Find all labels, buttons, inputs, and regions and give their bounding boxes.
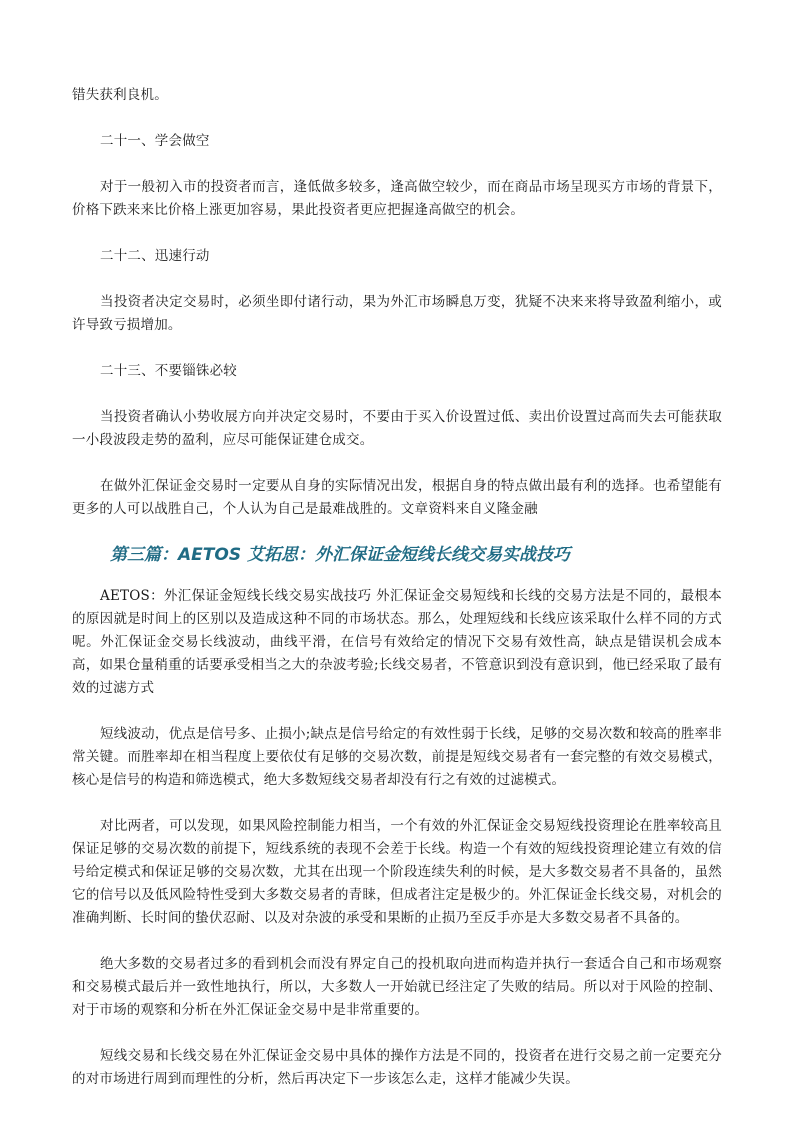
subheading-23: 二十三、不要锱铢必较	[100, 363, 237, 379]
paragraph-conclusion: 在做外汇保证金交易时一定要从自身的实际情况出发，根据自身的特点做出最有利的选择。也希望能有更多的人可以战胜自己，个人认为自己是最难战胜的。文章资料来自义隆金融	[72, 478, 722, 517]
paragraph-21-body: 对于一般初入市的投资者而言，逢低做多较多，逢高做空较少，而在商品市场呈现买方市场的背景下，价格下跌来来比价格上涨更加容易，果此投资者更应把握逢高做空的机会。	[72, 179, 722, 218]
paragraph-23-body: 当投资者确认小势收展方向并决定交易时，不要由于买入价设置过低、卖出价设置过高而失去可能获取一小段波段走势的盈利，应尽可能保证建仓成交。	[72, 409, 722, 448]
paragraph-22-body: 当投资者决定交易时，必须坐即付诸行动，果为外汇市场瞬息万变，犹疑不决来来将导致盈利缩小，或许导致亏损增加。	[72, 294, 722, 333]
paragraph-continuation: 错失获利良机。	[72, 87, 168, 103]
paragraph-final: 短线交易和长线交易在外汇保证金交易中具体的操作方法是不同的，投资者在进行交易之前一定要充分的对市场进行周到而理性的分析，然后再决定下一步该怎么走，这样才能减少失误。	[72, 1048, 722, 1087]
subheading-21: 二十一、学会做空	[100, 133, 210, 149]
paragraph-intro: AETOS：外汇保证金短线长线交易实战技巧 外汇保证金交易短线和长线的交易方法是不同的，最根本的原因就是时间上的区别以及造成这种不同的市场状态。那么，处理短线和长线应该采取什么样不同的方式呢。外汇保证金交易长线波动，曲线平滑，在信号有效给定的情况下交易有效性高，缺点是错误机会成本高，如果仓量稍重的话要承受相当之大的杂波考验;长线交易者，不管意识到没有意识到，他已经采取了最有效的过滤方式	[72, 588, 722, 696]
subheading-22: 二十二、迅速行动	[100, 248, 210, 264]
paragraph-short-term: 短线波动，优点是信号多、止损小;缺点是信号给定的有效性弱于长线，足够的交易次数和较高的胜率非常关键。而胜率却在相当程度上要依仗有足够的交易次数，前提是短线交易者有一套完整的有效交易模式，核心是信号的构造和筛选模式，绝大多数短线交易者却没有行之有效的过滤模式。	[72, 726, 722, 788]
document-page	[72, 84, 722, 1091]
section-heading: 第三篇：AETOS 艾拓思：外汇保证金短线长线交易实战技巧	[110, 545, 570, 565]
paragraph-failure: 绝大多数的交易者过多的看到机会而没有界定自己的投机取向进而构造并执行一套适合自己和市场观察和交易模式最后并一致性地执行，所以，大多数人一开始就已经注定了失败的结局。所以对于风险的控制、对于市场的观察和分析在外汇保证金交易中是非常重要的。	[72, 956, 722, 1018]
paragraph-comparison: 对比两者，可以发现，如果风险控制能力相当，一个有效的外汇保证金交易短线投资理论在胜率较高且保证足够的交易次数的前提下，短线系统的表现不会差于长线。构造一个有效的短线投资理论建立有效的信号给定模式和保证足够的交易次数，尤其在出现一个阶段连续失利的时候，是大多数交易者不具备的，虽然它的信号以及低风险特性受到大多数交易者的青睐，但成者注定是极少的。外汇保证金长线交易，对机会的准确判断、长时间的蛰伏忍耐、以及对杂波的承受和果断的止损乃至反手亦是大多数交易者不具备的。	[72, 818, 722, 926]
